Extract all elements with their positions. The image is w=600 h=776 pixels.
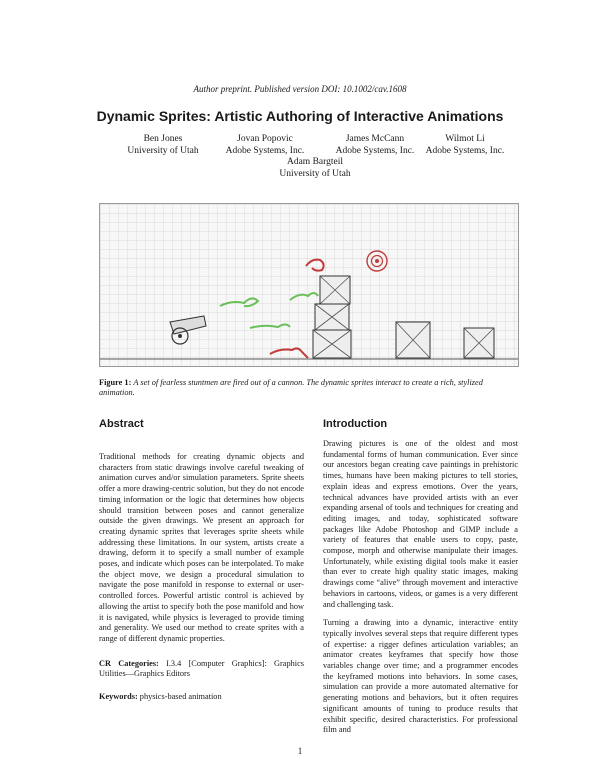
figure-label: Figure 1: <box>99 378 132 387</box>
abstract-text: Traditional methods for creating dynamic objects and characters from static drawings involve careful tweaking of animation curves and/or simulation parameters. Sprite sheets offer a more drawing-centric solution, but they do not encode timing information or the logic that determines how objects should transition between poses and cannot generalize outside the given drawings. We present an approach for creating dynamic sprites that leverages sprite sheets while addressing these limitations. In our system, artists create a drawing, deform it to specify a small number of example poses, and indicate which poses can be interpolated. To make the object move, we design a procedural simulation to navigate the pose manifold in response to external or user-controlled forces. Powerful artistic control is achieved by allowing the artist to specify both the pose manifold and how it is navigated, while physics is leveraged to provide timing and generality. We used our method to create sprites with a range of different dynamic properties. <box>99 452 304 643</box>
introduction-body <box>323 439 518 736</box>
author-block <box>245 157 385 180</box>
introduction-paragraph: Drawing pictures is one of the oldest and most fundamental forms of human communication. Ever since our ancestors began creating cave paintings in prehistoric times, humans have been making pictures to tell stories, explain ideas and express emotions. Over the years, technical advances have provided artists with an ever expanding arsenal of tools and techniques for creating and editing images, and today, sophisticated software packages like Adobe Photoshop and GIMP include a variety of features that enable users to copy, paste, compose, morph and otherwise manipulate their images. Unfortunately, while existing digital tools make it easier than ever to create high quality static images, making drawings come “alive” through movement and interactive behaviors in cartoons, videos, or games is a very different and challenging task. <box>323 439 518 609</box>
cr-categories <box>99 659 304 680</box>
cr-label: CR Categories: <box>99 658 159 668</box>
author-name: Wilmot Li <box>445 134 485 144</box>
page-number: 1 <box>297 746 303 756</box>
keywords-label: Keywords: <box>99 692 138 702</box>
author-name: Ben Jones <box>143 134 183 144</box>
author-affiliation: Adobe Systems, Inc. <box>335 145 415 156</box>
abstract-heading: Abstract <box>99 418 144 430</box>
author-block <box>395 134 535 157</box>
keywords-text: physics-based animation <box>139 692 222 702</box>
introduction-paragraph: Turning a drawing into a dynamic, interactive entity typically involves several steps that require different types of expertise: a rigger defines articulation variables; an animator creates keyframes that specify how those variables change over time; and a programmer encodes the keyframed motions into behaviors. In some cases, simulation can provide a more automated alternative for generating motions and behaviors, but it often requires significant amounts of tuning to produce results that exhibit specific, desired characteristics. For professional film and <box>323 618 518 735</box>
teaser-figure <box>99 203 519 367</box>
author-affiliation: Adobe Systems, Inc. <box>425 145 505 156</box>
author-name: Adam Bargteil <box>286 157 344 167</box>
author-affiliation: Adobe Systems, Inc. <box>225 145 305 156</box>
preprint-notice: Author preprint. Published version DOI: 10.1002/cav.1608 <box>193 84 407 94</box>
abstract-column <box>99 418 304 711</box>
author-affiliation: University of Utah <box>279 168 351 179</box>
keywords <box>99 692 304 703</box>
abstract-body <box>99 452 304 703</box>
paper-title: Dynamic Sprites: Artistic Authoring of Interactive Animations <box>96 108 504 124</box>
figure-caption <box>99 378 517 398</box>
author-name: Jovan Popovic <box>237 134 293 144</box>
introduction-heading: Introduction <box>323 418 388 430</box>
author-name: James McCann <box>345 134 405 144</box>
figure-caption-text: A set of fearless stuntmen are fired out of a cannon. The dynamic sprites interact to create a rich, stylized animation. <box>99 378 483 397</box>
introduction-column <box>323 418 518 744</box>
stuntmen-cannon-illustration <box>100 204 518 366</box>
author-affiliation: University of Utah <box>127 145 199 156</box>
cr-text: I.3.4 [Computer Graphics]: Graphics Utilities—Graphics Editors <box>99 658 304 679</box>
